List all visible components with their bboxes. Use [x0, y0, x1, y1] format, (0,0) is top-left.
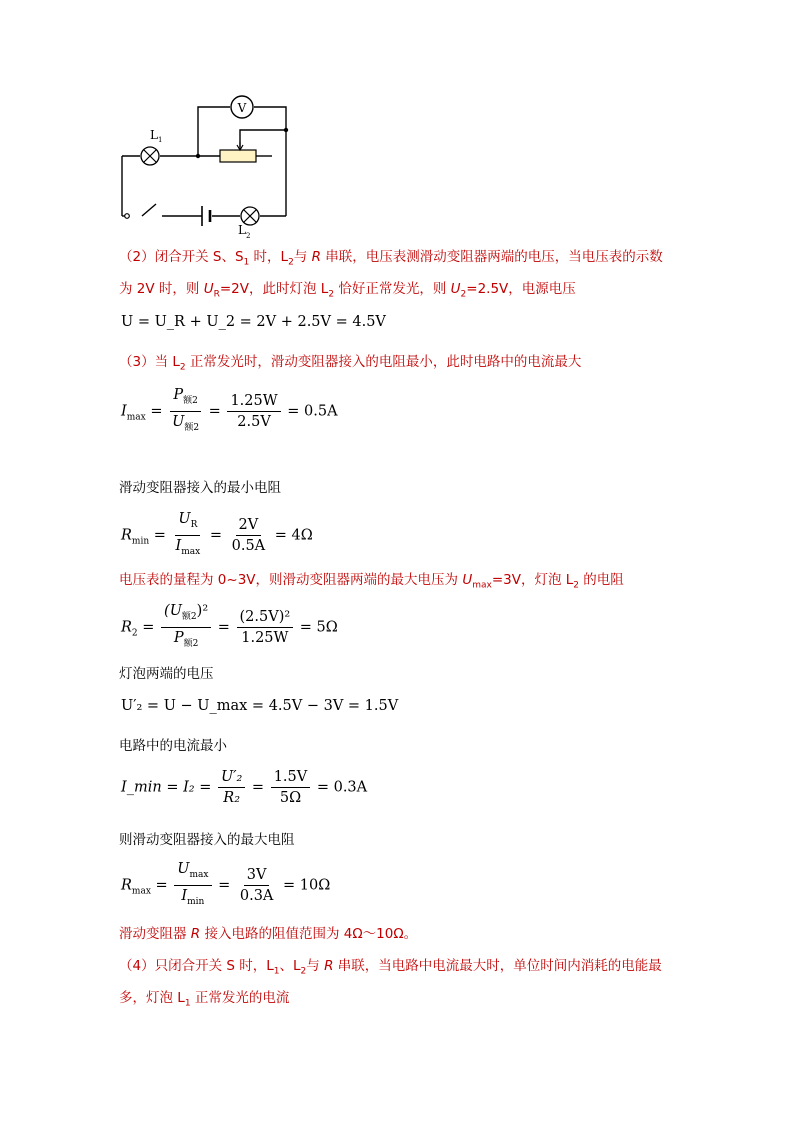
equation-imax: $I_{max}$ = $\frac{P_{额2}}{U_{额2}}$ = $\frac{1.25W}{2.5V}$ = 0.5A [121, 387, 338, 433]
equation-r2: $R_2$ = $\frac{(U_{额2})^2}{P_{额2}}$ = $\frac{\text{(2.5V)²}}{1.25W}$ = 5Ω [121, 603, 338, 649]
text-rmax: 则滑动变阻器接入的最大电阻 [119, 832, 295, 848]
rheostat-icon [220, 150, 256, 162]
svg-text:V: V [237, 101, 247, 115]
part4-line2: 多，灯泡 $L_1$ 正常发光的电流 [119, 990, 290, 1009]
equation-imin: I_min = I₂ = $\frac{\text{U′₂}}{\text{R₂}}$ = $\frac{1.5V}{5\Omega}$ = 0.3A [121, 769, 368, 806]
equation-source-voltage: U = U_R + U_2 = 2V + 2.5V = 4.5V [121, 314, 386, 330]
voltmeter-icon [231, 96, 253, 118]
lamp-l2-sub: 2 [246, 232, 251, 240]
line-range: 电压表的量程为 0~3V，则滑动变阻器两端的最大电压为 $U_{max}=3V$，灯泡 $L_2$ 的电阻 [119, 572, 624, 591]
equation-rmin: $R_{min}$ = $\frac{U_R}{I_{max}}$ = $\frac{2V}{0.5A}$ = 4Ω [121, 511, 313, 557]
switch-icon [125, 214, 130, 219]
lamp-l1-icon [141, 147, 159, 165]
text-rmin: 滑动变阻器接入的最小电阻 [119, 480, 281, 496]
equation-u2: U′₂ = U − U_max = 4.5V − 3V = 1.5V [121, 698, 399, 714]
part3-line1: （3）当 $L_2$ 正常发光时，滑动变阻器接入的电阻最小，此时电路中的电流最大 [119, 354, 582, 373]
part4-line1: （4）只闭合开关 S 时，$L_1$、$L_2$与 R 串联，当电路中电流最大时，单位时间内消耗的电能最 [119, 958, 662, 977]
line-result: 滑动变阻器 R 接入电路的阻值范围为 4Ω～10Ω。 [119, 926, 418, 942]
text-bulb-voltage: 灯泡两端的电压 [119, 666, 214, 682]
lamp-l1-sub: 1 [158, 136, 163, 144]
circuit-diagram [112, 92, 302, 240]
lamp-l2-label: L [238, 223, 246, 237]
equation-rmax: $R_{max}$ = $\frac{U_{max}}{I_{min}}$ = $\frac{3V}{0.3A}$ = 10Ω [121, 861, 331, 907]
text-imin: 电路中的电流最小 [119, 738, 227, 754]
part2-line1: （2）闭合开关 S、$S_1$ 时，$L_2$与 R 串联，电压表测滑动变阻器两端的电压，当电压表的示数 [119, 249, 663, 268]
lamp-l1-label: L [150, 128, 158, 142]
part2-line2: 为 2V 时，则 $U_R=2V$，此时灯泡 $L_2$ 恰好正常发光，则 $U_2=2.5V$，电源电压 [119, 281, 576, 300]
